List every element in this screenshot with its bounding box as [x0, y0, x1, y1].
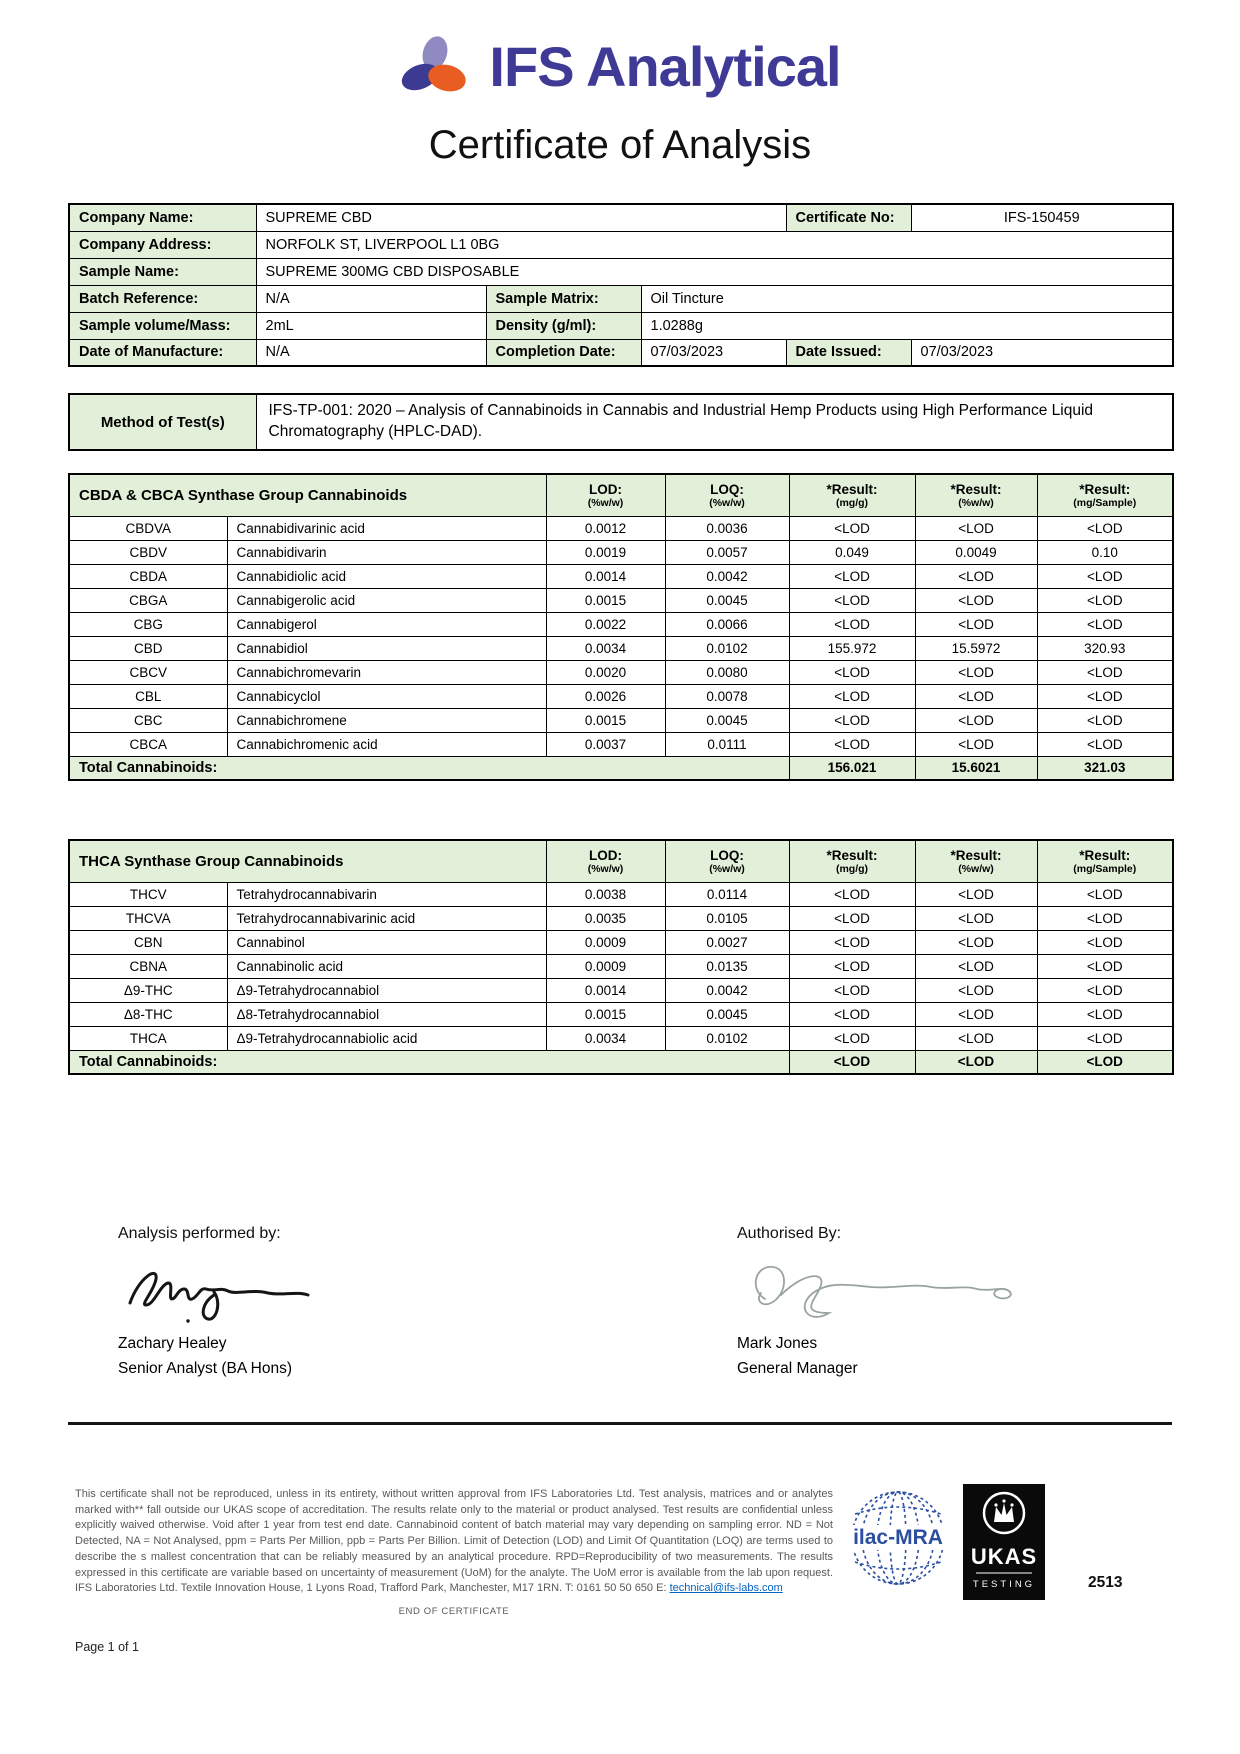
authoriser-role: General Manager	[737, 1360, 858, 1377]
analyte-name: Cannabidiol	[227, 636, 546, 660]
column-header-unit: (mg/g)	[835, 862, 869, 875]
analyte-row	[69, 930, 1173, 954]
method-text: IFS-TP-001: 2020 – Analysis of Cannabinoids in Cannabis and Industrial Hemp Products using High Performance Liquid Chromatography (HPLC-DAD).	[256, 394, 1173, 450]
header-row	[69, 840, 1173, 882]
result-pct-ww: <LOD	[915, 882, 1037, 906]
table-row	[69, 258, 1173, 285]
date-of-manufacture-value: N/A	[256, 339, 486, 366]
column-header	[546, 840, 665, 882]
table-row	[69, 339, 1173, 366]
ukas-label: UKAS	[970, 1544, 1038, 1569]
table-title: CBDA & CBCA Synthase Group Cannabinoids	[69, 474, 546, 516]
analyte-name: Tetrahydrocannabivarinic acid	[227, 906, 546, 930]
page-number: Page 1 of 1	[75, 1640, 139, 1654]
analyte-abbrev: CBDV	[69, 540, 227, 564]
analyte-row	[69, 636, 1173, 660]
accreditation-number: 2513	[1088, 1574, 1123, 1591]
method-of-test-section	[68, 393, 1174, 451]
analyte-abbrev: CBDVA	[69, 516, 227, 540]
result-pct-ww: <LOD	[915, 684, 1037, 708]
column-header-top: *Result:	[950, 847, 1002, 863]
loq-value: 0.0078	[665, 684, 789, 708]
result-mg-sample: <LOD	[1037, 1002, 1173, 1026]
table-row	[69, 231, 1173, 258]
sample-info-table	[68, 203, 1174, 367]
authoriser-signature	[737, 1255, 1037, 1327]
result-mg-sample: 320.93	[1037, 636, 1173, 660]
result-pct-ww: <LOD	[915, 906, 1037, 930]
analyte-name: Cannabigerol	[227, 612, 546, 636]
company-name-label: Company Name:	[69, 204, 256, 231]
analyte-row	[69, 684, 1173, 708]
total-value: <LOD	[789, 1050, 915, 1074]
loq-value: 0.0111	[665, 732, 789, 756]
result-mg-g: <LOD	[789, 708, 915, 732]
analyte-name: Cannabinolic acid	[227, 954, 546, 978]
certificate-no-value: IFS-150459	[911, 204, 1173, 231]
column-header	[915, 840, 1037, 882]
lod-value: 0.0015	[546, 1002, 665, 1026]
column-header-top: LOQ:	[710, 847, 744, 863]
lod-value: 0.0035	[546, 906, 665, 930]
lod-value: 0.0038	[546, 882, 665, 906]
column-header	[1037, 840, 1173, 882]
brand-name: IFS Analytical	[489, 35, 841, 98]
column-header-top: *Result:	[950, 481, 1002, 497]
sample-matrix-value: Oil Tincture	[641, 285, 1173, 312]
result-mg-g: 0.049	[789, 540, 915, 564]
result-pct-ww: <LOD	[915, 978, 1037, 1002]
loq-value: 0.0042	[665, 978, 789, 1002]
analyte-row	[69, 516, 1173, 540]
result-pct-ww: <LOD	[915, 1002, 1037, 1026]
loq-value: 0.0042	[665, 564, 789, 588]
certificate-no-label: Certificate No:	[786, 204, 911, 231]
analyte-name: Cannabidiolic acid	[227, 564, 546, 588]
disclaimer-text	[75, 1487, 833, 1597]
total-value: <LOD	[915, 1050, 1037, 1074]
analyst-signature	[118, 1255, 348, 1327]
result-mg-sample: <LOD	[1037, 930, 1173, 954]
thca-table	[68, 839, 1174, 1075]
analyte-abbrev: THCV	[69, 882, 227, 906]
result-mg-g: <LOD	[789, 564, 915, 588]
result-mg-g: <LOD	[789, 732, 915, 756]
analyte-row	[69, 732, 1173, 756]
analyte-abbrev: Δ9-THC	[69, 978, 227, 1002]
company-address-label: Company Address:	[69, 231, 256, 258]
result-mg-g: <LOD	[789, 978, 915, 1002]
lod-value: 0.0009	[546, 930, 665, 954]
loq-value: 0.0036	[665, 516, 789, 540]
column-header	[789, 474, 915, 516]
result-pct-ww: <LOD	[915, 954, 1037, 978]
result-mg-sample: 0.10	[1037, 540, 1173, 564]
result-mg-sample: <LOD	[1037, 978, 1173, 1002]
result-pct-ww: 0.0049	[915, 540, 1037, 564]
column-header-unit: (%w/w)	[587, 496, 624, 509]
sample-matrix-label: Sample Matrix:	[486, 285, 641, 312]
result-pct-ww: <LOD	[915, 588, 1037, 612]
column-header-top: LOQ:	[710, 481, 744, 497]
result-mg-g: 155.972	[789, 636, 915, 660]
lod-value: 0.0034	[546, 636, 665, 660]
analyte-abbrev: CBCV	[69, 660, 227, 684]
loq-value: 0.0066	[665, 612, 789, 636]
completion-date-label: Completion Date:	[486, 339, 641, 366]
result-pct-ww: <LOD	[915, 708, 1037, 732]
signature-section	[118, 1225, 1138, 1378]
total-row	[69, 756, 1173, 780]
analyte-name: Cannabichromene	[227, 708, 546, 732]
column-header-top: *Result:	[826, 847, 878, 863]
analyte-name: Δ8-Tetrahydrocannabiol	[227, 1002, 546, 1026]
density-value: 1.0288g	[641, 312, 1173, 339]
authoriser-name: Mark Jones	[737, 1335, 818, 1352]
analyte-abbrev: CBC	[69, 708, 227, 732]
loq-value: 0.0102	[665, 636, 789, 660]
column-header-top: *Result:	[826, 481, 878, 497]
loq-value: 0.0080	[665, 660, 789, 684]
analyte-row	[69, 978, 1173, 1002]
column-header	[915, 474, 1037, 516]
analyte-row	[69, 1002, 1173, 1026]
result-mg-g: <LOD	[789, 588, 915, 612]
ifs-logo-icon	[399, 35, 473, 99]
result-pct-ww: 15.5972	[915, 636, 1037, 660]
analyte-row	[69, 588, 1173, 612]
column-header-unit: (%w/w)	[958, 496, 994, 509]
column-header-top: *Result:	[1079, 847, 1131, 863]
column-header	[1037, 474, 1173, 516]
table-title: THCA Synthase Group Cannabinoids	[69, 840, 546, 882]
column-header-unit: (%w/w)	[709, 862, 745, 875]
table-row	[69, 312, 1173, 339]
analyte-abbrev: THCVA	[69, 906, 227, 930]
analyte-name: Cannabinol	[227, 930, 546, 954]
company-address-value: NORFOLK ST, LIVERPOOL L1 0BG	[256, 231, 1173, 258]
result-mg-sample: <LOD	[1037, 882, 1173, 906]
loq-value: 0.0105	[665, 906, 789, 930]
sample-volume-label: Sample volume/Mass:	[69, 312, 256, 339]
analyst-name: Zachary Healey	[118, 1335, 227, 1352]
loq-value: 0.0045	[665, 1002, 789, 1026]
analyte-name: Cannabichromenic acid	[227, 732, 546, 756]
batch-reference-value: N/A	[256, 285, 486, 312]
analyte-abbrev: CBL	[69, 684, 227, 708]
total-value: <LOD	[1037, 1050, 1173, 1074]
lod-value: 0.0015	[546, 708, 665, 732]
loq-value: 0.0102	[665, 1026, 789, 1050]
date-of-manufacture-label: Date of Manufacture:	[69, 339, 256, 366]
analyte-abbrev: CBD	[69, 636, 227, 660]
result-pct-ww: <LOD	[915, 1026, 1037, 1050]
result-mg-g: <LOD	[789, 882, 915, 906]
ukas-badge	[963, 1484, 1045, 1600]
table-row	[69, 394, 1173, 450]
result-pct-ww: <LOD	[915, 660, 1037, 684]
lod-value: 0.0014	[546, 978, 665, 1002]
analyte-name: Δ9-Tetrahydrocannabiol	[227, 978, 546, 1002]
method-label: Method of Test(s)	[69, 394, 256, 450]
column-header-unit: (%w/w)	[709, 496, 745, 509]
column-header-unit: (mg/g)	[835, 496, 869, 509]
analysis-performed-by-label: Analysis performed by:	[118, 1225, 281, 1242]
column-header-unit: (mg/Sample)	[1073, 862, 1137, 875]
column-header-unit: (mg/Sample)	[1073, 496, 1137, 509]
date-issued-label: Date Issued:	[786, 339, 911, 366]
result-mg-sample: <LOD	[1037, 660, 1173, 684]
analyte-name: Cannabidivarin	[227, 540, 546, 564]
page-title: Certificate of Analysis	[428, 123, 812, 167]
analyte-row	[69, 564, 1173, 588]
result-mg-sample: <LOD	[1037, 954, 1173, 978]
brand-header	[0, 0, 1240, 99]
result-mg-sample: <LOD	[1037, 564, 1173, 588]
result-pct-ww: <LOD	[915, 612, 1037, 636]
analyte-abbrev: CBN	[69, 930, 227, 954]
analyte-row	[69, 708, 1173, 732]
result-pct-ww: <LOD	[915, 564, 1037, 588]
loq-value: 0.0057	[665, 540, 789, 564]
analyte-abbrev: Δ8-THC	[69, 1002, 227, 1026]
analyte-abbrev: CBNA	[69, 954, 227, 978]
analyte-row	[69, 612, 1173, 636]
analyte-row	[69, 906, 1173, 930]
total-label: Total Cannabinoids:	[69, 756, 789, 780]
result-pct-ww: <LOD	[915, 930, 1037, 954]
authoriser-signature-block	[737, 1225, 1037, 1378]
total-value: 156.021	[789, 756, 915, 780]
loq-value: 0.0114	[665, 882, 789, 906]
analyte-abbrev: CBDA	[69, 564, 227, 588]
loq-value: 0.0027	[665, 930, 789, 954]
result-mg-sample: <LOD	[1037, 732, 1173, 756]
column-header	[546, 474, 665, 516]
total-label: Total Cannabinoids:	[69, 1050, 789, 1074]
ukas-testing-label: TESTING	[972, 1579, 1036, 1590]
analyst-signature-block	[118, 1225, 737, 1378]
date-issued-value: 07/03/2023	[911, 339, 1173, 366]
footer-divider	[68, 1422, 1172, 1425]
loq-value: 0.0135	[665, 954, 789, 978]
ilac-mra-badge	[841, 1482, 955, 1600]
analyst-role: Senior Analyst (BA Hons)	[118, 1360, 293, 1377]
analyte-name: Tetrahydrocannabivarin	[227, 882, 546, 906]
column-header	[665, 474, 789, 516]
table-row	[69, 285, 1173, 312]
analyte-row	[69, 660, 1173, 684]
analyte-abbrev: CBG	[69, 612, 227, 636]
result-mg-g: <LOD	[789, 660, 915, 684]
column-header	[665, 840, 789, 882]
analyte-abbrev: CBCA	[69, 732, 227, 756]
analyte-name: Cannabichromevarin	[227, 660, 546, 684]
result-pct-ww: <LOD	[915, 732, 1037, 756]
lod-value: 0.0034	[546, 1026, 665, 1050]
sample-volume-value: 2mL	[256, 312, 486, 339]
lod-value: 0.0009	[546, 954, 665, 978]
result-mg-sample: <LOD	[1037, 1026, 1173, 1050]
analyte-name: Cannabidivarinic acid	[227, 516, 546, 540]
lod-value: 0.0020	[546, 660, 665, 684]
lod-value: 0.0012	[546, 516, 665, 540]
result-mg-g: <LOD	[789, 1026, 915, 1050]
lod-value: 0.0022	[546, 612, 665, 636]
batch-reference-label: Batch Reference:	[69, 285, 256, 312]
column-header-top: LOD:	[589, 847, 622, 863]
loq-value: 0.0045	[665, 708, 789, 732]
result-mg-g: <LOD	[789, 954, 915, 978]
result-mg-g: <LOD	[789, 516, 915, 540]
column-header-unit: (%w/w)	[587, 862, 624, 875]
company-name-value: SUPREME CBD	[256, 204, 786, 231]
result-mg-sample: <LOD	[1037, 708, 1173, 732]
result-mg-sample: <LOD	[1037, 906, 1173, 930]
total-row	[69, 1050, 1173, 1074]
loq-value: 0.0045	[665, 588, 789, 612]
lod-value: 0.0015	[546, 588, 665, 612]
analyte-row	[69, 882, 1173, 906]
completion-date-value: 07/03/2023	[641, 339, 786, 366]
result-mg-sample: <LOD	[1037, 588, 1173, 612]
total-value: 15.6021	[915, 756, 1037, 780]
analyte-name: Cannabicyclol	[227, 684, 546, 708]
analyte-row	[69, 540, 1173, 564]
analyte-abbrev: THCA	[69, 1026, 227, 1050]
result-mg-g: <LOD	[789, 612, 915, 636]
column-header	[789, 840, 915, 882]
result-mg-g: <LOD	[789, 906, 915, 930]
result-mg-g: <LOD	[789, 1002, 915, 1026]
disclaimer-body: This certificate shall not be reproduced, unless in its entirety, without written approval from IFS Laboratories Ltd. Test analysis, matrices and or analytes marked with** fall outside our UKAS scope of accreditation. The results relate only to the material or product analysed. Test results are confidential unless explicitly waived otherwise. Void after 1 year from test end date. Cannabinoid content of batch material may vary depending on sampling error. ND = Not Detected, NA = Not Analysed, ppm = Parts Per Million, ppb = Parts Per Billion. Limit of Detection (LOD) and Limit Of Quantitation (LOQ) are terms used to describe the s mallest concentration that can be reliably measured by an analytical procedure. RPD=Reproducibility of two measurements. The results expressed in this certificate are variable based on uncertainty of measurement (UoM) for the analyte. The UoM error is available from the lab upon request. IFS Laboratories Ltd. Textile Innovation House, 1 Lyons Road, Trafford Park, Manchester, M17 1RN. T: 0161 50 50 650 E:	[75, 1488, 833, 1595]
analyte-row	[69, 954, 1173, 978]
table-row	[69, 204, 1173, 231]
lod-value: 0.0026	[546, 684, 665, 708]
cbda-cbca-table	[68, 473, 1174, 781]
sample-name-value: SUPREME 300MG CBD DISPOSABLE	[256, 258, 1173, 285]
lod-value: 0.0037	[546, 732, 665, 756]
ilac-mra-label: ilac-MRA	[853, 1526, 943, 1549]
header-row	[69, 474, 1173, 516]
authorised-by-label: Authorised By:	[737, 1225, 842, 1242]
analyte-name: Δ9-Tetrahydrocannabiolic acid	[227, 1026, 546, 1050]
density-label: Density (g/ml):	[486, 312, 641, 339]
result-mg-sample: <LOD	[1037, 612, 1173, 636]
analyte-name: Cannabigerolic acid	[227, 588, 546, 612]
result-mg-sample: <LOD	[1037, 516, 1173, 540]
result-pct-ww: <LOD	[915, 516, 1037, 540]
analyte-abbrev: CBGA	[69, 588, 227, 612]
end-of-certificate-label: END OF CERTIFICATE	[398, 1606, 510, 1617]
result-mg-g: <LOD	[789, 684, 915, 708]
result-mg-sample: <LOD	[1037, 684, 1173, 708]
sample-name-label: Sample Name:	[69, 258, 256, 285]
total-value: 321.03	[1037, 756, 1173, 780]
analyte-row	[69, 1026, 1173, 1050]
technical-email-link[interactable]: technical@ifs-labs.com	[669, 1582, 783, 1595]
lod-value: 0.0014	[546, 564, 665, 588]
column-header-top: *Result:	[1079, 481, 1131, 497]
column-header-top: LOD:	[589, 481, 623, 497]
result-mg-g: <LOD	[789, 930, 915, 954]
column-header-unit: (%w/w)	[958, 862, 994, 875]
lod-value: 0.0019	[546, 540, 665, 564]
